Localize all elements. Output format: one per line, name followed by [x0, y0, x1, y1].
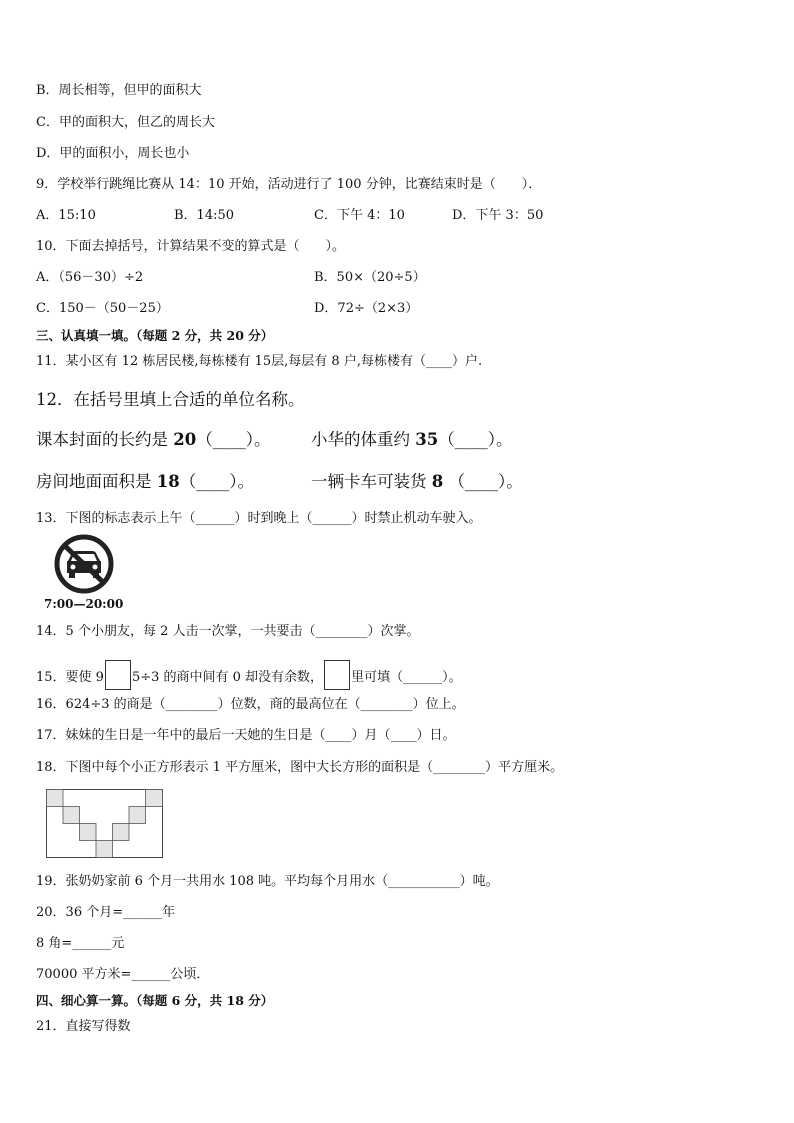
q9-option-b: B．14:50: [174, 208, 235, 223]
q9-option-d: D．下午 3：50: [452, 208, 544, 223]
q9-option-c: C．下午 4：10: [314, 208, 405, 223]
question-13: 13．下图的标志表示上午（______）时到晚上（______）时禁止机动车驶入。: [36, 511, 482, 526]
q12-item-a: 课本封面的长约是 20（____）。: [36, 430, 271, 449]
question-20c: 70000 平方米=______公顷．: [36, 967, 210, 982]
question-21: 21．直接写得数: [36, 1019, 131, 1034]
question-15: 15．要使 9 5÷3 的商中间有 0 却没有余数， 里可填（______）。: [36, 660, 462, 690]
option-d-line: D．甲的面积小，周长也小: [36, 146, 190, 161]
question-10: 10．下面去掉括号，计算结果不变的算式是（ ）。: [36, 239, 346, 254]
q10-option-b: B．50×（20÷5）: [314, 270, 426, 285]
question-12: 12．在括号里填上合适的单位名称。: [36, 390, 305, 409]
question-19: 19．张奶奶家前 6 个月一共用水 108 吨。平均每个月用水（___________）吨。: [36, 874, 499, 889]
question-9: 9．学校举行跳绳比赛从 14：10 开始，活动进行了 100 分钟，比赛结束时是（ ）．: [36, 177, 542, 192]
question-16: 16．624÷3 的商是（________）位数，商的最高位在（________）位上。: [36, 697, 465, 712]
question-20a: 20．36 个月=______年: [36, 905, 176, 920]
option-b-line: B．周长相等，但甲的面积大: [36, 83, 202, 98]
q12-item-d: 一辆卡车可装货 8 （____）。: [311, 472, 523, 491]
section-3-heading: 三、认真填一填。（每题 2 分，共 20 分）: [36, 328, 274, 343]
option-c-line: C．甲的面积大，但乙的周长大: [36, 115, 215, 130]
q12-item-b: 小华的体重约 35（____）。: [311, 430, 513, 449]
question-14: 14．5 个小朋友，每 2 人击一次掌，一共要击（________）次掌。: [36, 624, 420, 639]
q9-option-a: A．15:10: [36, 208, 96, 223]
question-11: 11．某小区有 12 栋居民楼,每栋楼有 15层,每层有 8 户,每栋楼有（____）户.: [36, 354, 483, 369]
q12-item-c: 房间地面面积是 18（____）。: [36, 472, 254, 491]
q10-option-c: C．150－（50－25）: [36, 301, 169, 316]
blank-box[interactable]: [105, 660, 131, 690]
q10-option-d: D．72÷（2×3）: [314, 301, 419, 316]
q10-option-a: A．（56－30）÷2: [36, 270, 144, 285]
no-vehicle-sign: [44, 533, 124, 615]
question-18: 18．下图中每个小正方形表示 1 平方厘米，图中大长方形的面积是（________）平方厘米。: [36, 760, 564, 775]
no-car-icon: [44, 533, 124, 595]
section-4-heading: 四、细心算一算。（每题 6 分，共 18 分）: [36, 993, 274, 1008]
question-17: 17．妹妹的生日是一年中的最后一天她的生日是（____）月（____）日。: [36, 728, 456, 743]
blank-box[interactable]: [324, 660, 350, 690]
question-20b: 8 角=______元: [36, 936, 125, 951]
sign-time-label: 7:00—20:00: [44, 597, 124, 611]
rectangle-grid-figure: [46, 789, 164, 859]
